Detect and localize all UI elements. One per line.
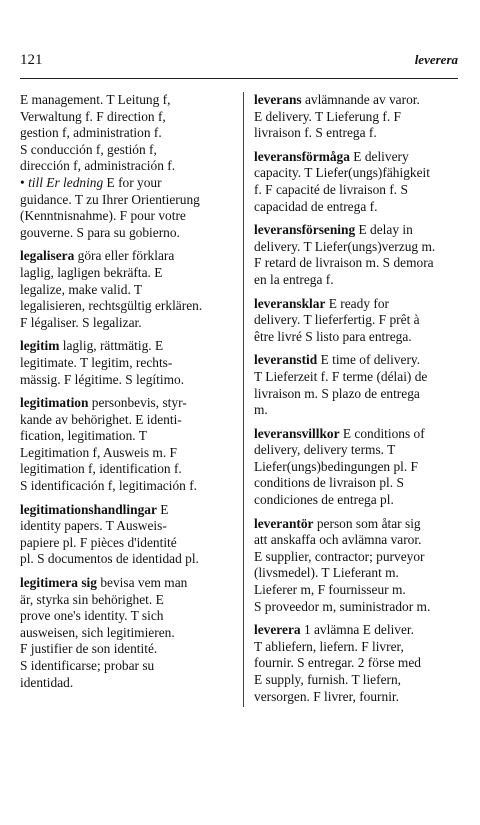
entry-line [20,575,232,592]
entry-line: dirección f, administración f. [20,158,176,174]
entry-text: E ready for [325,295,389,311]
entry-line: f. F capacité de livraison f. S [254,181,408,197]
entry-line: E management. T Leitung f, [20,92,171,107]
right-column [254,92,466,712]
headword: legitimationshandlingar [20,501,157,517]
page-number: 121 [20,52,43,68]
dictionary-entry [20,92,232,241]
entry-line: F justifier de son identité. [20,641,158,657]
header-rule [20,78,458,79]
entry-text: bevisa vem man [96,575,188,591]
italic-phrase: till Er ledning [28,174,104,190]
dictionary-entry [254,622,466,705]
entry-line: S conducción f, gestión f, [20,141,157,157]
entry-line: S proveedor m, suministrador m. [254,598,431,614]
entry-line [20,248,232,265]
entry-text: göra eller förklara [74,248,175,264]
entry-line: E supplier, contractor; purveyor [254,548,425,564]
headword: leveranstid [254,352,318,368]
entry-line: guidance. T zu Ihrer Orientierung [20,191,200,207]
entry-line: capacity. T Liefer(ungs)fähigkeit [254,165,430,181]
left-column [20,92,232,698]
entry-line: gouverne. S para su gobierno. [20,224,180,240]
entry-text: personbevis, styr- [88,395,187,411]
entry-line: F retard de livraison m. S demora [254,255,434,271]
entry-line: en la entrega f. [254,271,334,287]
running-head: leverera [414,52,458,67]
headword: legitimation [20,395,89,411]
entry-line: legitimation f, identification f. [20,461,182,477]
entry-text: E [156,501,169,517]
entry-line: Legitimation f, Ausweis m. F [20,444,177,460]
entry-line [254,92,466,109]
entry-text: E time of delivery. [317,352,421,368]
entry-line: legalize, make valid. T [20,281,143,297]
entry-line [20,395,232,412]
entry-line: S identificación f, legitimación f. [20,478,198,494]
entry-line: capacidad de entrega f. [254,198,378,214]
entry-line [254,149,466,166]
entry-line: prove one's identity. T sich [20,608,164,624]
headword: leveransvillkor [254,425,340,441]
headword: leverans [254,92,302,107]
dictionary-entry [254,296,466,346]
entry-line [20,502,232,519]
entry-line: (Kenntnisnahme). F pour votre [20,208,186,224]
entry-line: fournir. S entregar. 2 förse med [254,655,421,671]
entry-line: legalisieren, rechtsgültig erklären. [20,298,203,314]
headword: leverantör [254,515,314,531]
headword: leveransförmåga [254,148,350,164]
entry-line: m. [254,402,268,418]
entry-line: papiere pl. F pièces d'identité [20,534,177,550]
entry-line: pl. S documentos de identidad pl. [20,551,199,567]
entry-line: livraison f. S entrega f. [254,125,377,141]
headword: legitim [20,338,60,354]
entry-line: mässig. F légitime. S legítimo. [20,371,185,387]
entry-line: condiciones de entrega pl. [254,492,394,508]
entry-line [254,222,466,239]
entry-line: Lieferer m, F fournisseur m. [254,582,406,598]
entry-line: (livsmedel). T Lieferant m. [254,565,399,581]
entry-line: ausweisen, sich legitimieren. [20,624,175,640]
dictionary-entry [20,338,232,388]
entry-line: fication, legitimation. T [20,428,147,444]
dictionary-entry [20,395,232,495]
entry-line: F légaliser. S legalizar. [20,314,142,330]
entry-line: S identificarse; probar su [20,658,155,673]
entry-line: T abliefern, liefern. F livrer, [254,638,404,654]
dictionary-entry [20,575,232,691]
dictionary-entry [254,516,466,616]
dictionary-entry [254,222,466,288]
headword: legalisera [20,248,75,264]
entry-text: person som åtar sig [313,515,421,531]
bullet-icon: • [20,174,25,190]
entry-text: E conditions of [339,425,425,441]
entry-line: delivery. T Liefer(ungs)verzug m. [254,238,436,254]
entry-text: avlämnande av varor. [301,92,420,107]
entry-text: E for your [103,174,162,190]
column-divider [243,92,244,707]
entry-line [254,622,466,639]
entry-line [254,296,466,313]
entry-line [254,516,466,533]
headword: leveransklar [254,295,326,311]
headword: leverera [254,622,301,638]
entry-text: laglig, rättmätig. E [59,338,164,354]
entry-line: Liefer(ungs)bedingungen pl. F [254,458,418,474]
dictionary-entry [254,426,466,509]
dictionary-entry [254,352,466,418]
entry-text: E delay in [355,222,413,238]
entry-line: identity papers. T Ausweis- [20,518,167,534]
headword: leveransförsening [254,222,356,238]
entry-line [254,352,466,369]
dictionary-entry [254,149,466,215]
entry-line: conditions de livraison pl. S [254,475,404,491]
entry-line: att anskaffa och avlämna varor. [254,532,422,548]
entry-line: delivery. T lieferfertig. F prêt à [254,312,420,328]
entry-line: kande av behörighet. E identi- [20,411,182,427]
entry-line [20,338,232,355]
entry-line: legitimate. T legitim, rechts- [20,354,173,370]
entry-line: être livré S listo para entrega. [254,328,412,344]
page-header [20,52,458,74]
headword: legitimera sig [20,575,97,591]
entry-line: E supply, furnish. T liefern, [254,672,402,687]
entry-line: versorgen. F livrer, fournir. [254,688,399,704]
entry-line: livraison m. S plazo de entrega [254,385,420,401]
dictionary-entry [20,248,232,331]
entry-line: T Lieferzeit f. F terme (délai) de [254,368,428,384]
entry-text: E delivery [349,148,409,164]
entry-line: E delivery. T Lieferung f. F [254,108,402,124]
entry-line: delivery, delivery terms. T [254,442,396,458]
entry-line: gestion f, administration f. [20,125,162,141]
entry-line [20,175,232,192]
entry-line: är, styrka sin behörighet. E [20,591,164,607]
entry-line: Verwaltung f. F direction f, [20,108,166,124]
entry-line: identidad. [20,674,74,690]
dictionary-entry [254,92,466,142]
dictionary-entry [20,502,232,568]
entry-line [254,426,466,443]
entry-line: laglig, lagligen bekräfta. E [20,264,163,280]
entry-text: 1 avlämna E deliver. [300,622,415,638]
